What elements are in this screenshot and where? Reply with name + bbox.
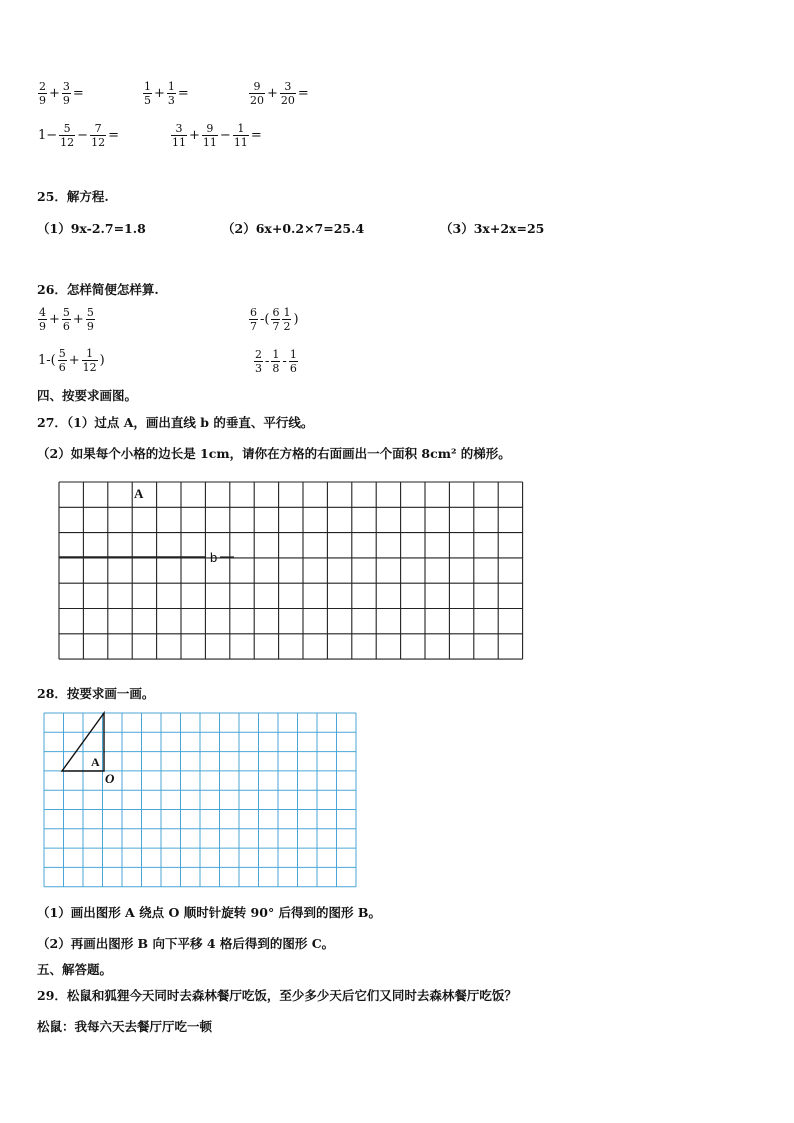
fraction: $\frac{5}{12}$ <box>60 122 75 149</box>
calc-expression-3 <box>248 80 310 107</box>
calc-expression-2 <box>142 80 190 107</box>
fraction: $\frac{6}{7}$ <box>272 306 280 333</box>
fraction: $\frac{7}{12}$ <box>91 122 106 149</box>
q26-expression-2 <box>248 306 300 333</box>
q28-part-2: （2）再画出图形 B 向下平移 4 格后得到的图形 C。 <box>37 936 335 951</box>
fraction: $\frac{9}{20}$ <box>250 80 264 107</box>
fraction: $\frac{6}{7}$ <box>250 306 257 333</box>
equals-sign: = <box>72 86 84 101</box>
line-b-label: b <box>210 550 218 565</box>
fraction: $\frac{1}{6}$ <box>289 348 297 375</box>
fraction: $\frac{9}{11}$ <box>202 122 217 149</box>
triangle-a-label: A <box>91 755 100 769</box>
operator: + <box>267 86 278 101</box>
calc-expression-1 <box>37 80 85 107</box>
operator: − <box>219 128 231 143</box>
operator: -( <box>260 312 270 327</box>
equals-sign: = <box>250 128 262 143</box>
operator: − <box>77 128 89 143</box>
operator: + <box>189 128 200 143</box>
close-paren: ) <box>293 312 299 327</box>
q28-title: 28．按要求画一画。 <box>37 686 155 701</box>
fraction: $\frac{1}{5}$ <box>144 80 151 107</box>
q25-title: 25．解方程. <box>37 189 109 204</box>
point-o-label: O <box>105 771 115 786</box>
fraction: $\frac{5}{6}$ <box>62 306 70 333</box>
q25-equation-1: （1）9x-2.7=1.8 <box>37 221 146 236</box>
fraction: $\frac{5}{6}$ <box>58 347 66 374</box>
fraction: $\frac{3}{20}$ <box>280 80 295 107</box>
fraction: $\frac{2}{3}$ <box>255 348 262 375</box>
q27-grid <box>56 480 526 660</box>
q28-part-1: （1）画出图形 A 绕点 O 顺时针旋转 90° 后得到的图形 B。 <box>37 905 381 920</box>
q26-expression-3 <box>37 347 106 374</box>
fraction: $\frac{1}{8}$ <box>272 348 280 375</box>
fraction: $\frac{3}{9}$ <box>62 80 70 107</box>
close-paren: ) <box>99 353 105 368</box>
fraction: $\frac{1}{12}$ <box>82 347 97 374</box>
calc-expression-5 <box>170 122 263 149</box>
operator: + <box>49 312 60 327</box>
operator: + <box>154 86 165 101</box>
q27-part-1: 27．（1）过点 A，画出直线 b 的垂直、平行线。 <box>37 415 314 430</box>
q27-part-2: （2）如果每个小格的边长是 1cm，请你在方格的右面画出一个面积 8cm² 的梯形。 <box>37 446 511 461</box>
operator: - <box>265 354 270 369</box>
operator: + <box>49 86 60 101</box>
section-heading-4: 四、按要求画图。 <box>37 388 138 403</box>
fraction: $\frac{1}{3}$ <box>167 80 175 107</box>
q25-equation-2: （2）6x+0.2×7=25.4 <box>222 221 365 236</box>
q29-squirrel-line: 松鼠：我每六天去餐厅厅吃一顿 <box>37 1019 213 1034</box>
q26-expression-4 <box>253 348 299 375</box>
section-heading-5: 五、解答题。 <box>37 962 113 977</box>
point-a-label: A <box>134 486 144 501</box>
equals-sign: = <box>177 86 189 101</box>
q26-expression-1 <box>37 306 96 333</box>
equals-sign: = <box>297 86 309 101</box>
fraction: $\frac{2}{9}$ <box>39 80 46 107</box>
q26-title: 26．怎样简便怎样算. <box>37 282 159 297</box>
fraction: $\frac{3}{11}$ <box>172 122 186 149</box>
operator: + <box>68 353 80 368</box>
fraction: $\frac{1}{11}$ <box>233 122 248 149</box>
leading-term: 1− <box>38 128 58 143</box>
q29-title: 29．松鼠和狐狸今天同时去森林餐厅吃饭，至少多少天后它们又同时去森林餐厅吃饭？ <box>37 988 517 1003</box>
fraction: $\frac{1}{2}$ <box>283 306 291 333</box>
calc-expression-4 <box>37 122 120 149</box>
operator: - <box>282 354 287 369</box>
q25-equation-3: （3）3x+2x=25 <box>440 221 545 236</box>
fraction: $\frac{4}{9}$ <box>39 306 46 333</box>
fraction: $\frac{5}{9}$ <box>86 306 94 333</box>
equals-sign: = <box>108 128 119 143</box>
operator: + <box>72 312 84 327</box>
leading-term: 1-( <box>38 353 56 368</box>
q28-grid <box>42 710 362 890</box>
